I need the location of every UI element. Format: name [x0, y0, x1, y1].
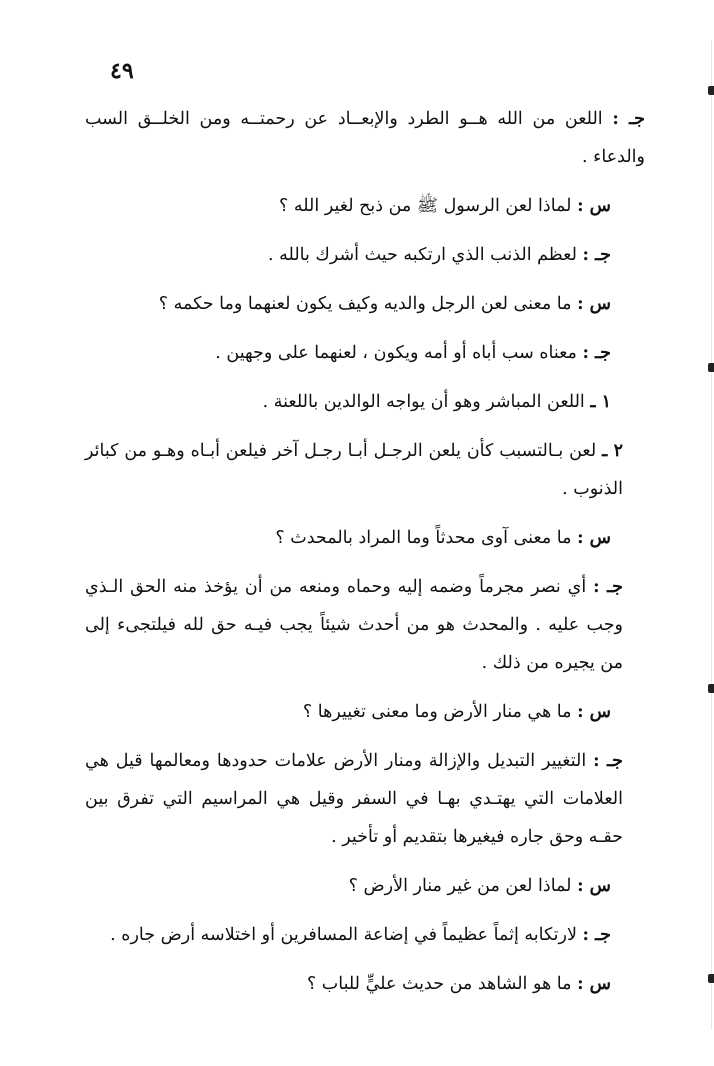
paragraph-text: أي نصر مجرماً وضمه إليه وحماه ومنعه من أن يؤخذ منه الحق الـذي وجب عليه . والمحدث هو من أحدث شيئاً يجب فيـه حق لله فيلتجىء إلى من يجيره من ذلك .: [85, 577, 623, 673]
list-item: [85, 432, 645, 508]
answer-paragraph: [85, 334, 645, 372]
list-number: ٢ ـ: [602, 441, 623, 461]
answer-marker: جـ :: [612, 109, 645, 129]
paragraph-text: لماذا لعن الرسول ﷺ من ذبح لغير الله ؟: [279, 196, 572, 216]
binding-mark: [708, 86, 714, 95]
binding-mark: [708, 363, 714, 372]
answer-paragraph: [85, 916, 645, 954]
question-paragraph: [85, 965, 645, 1003]
paragraph-text: لماذا لعن من غير منار الأرض ؟: [348, 876, 572, 896]
question-marker: س :: [577, 196, 611, 216]
binding-mark: [708, 684, 714, 693]
question-marker: س :: [577, 294, 611, 314]
binding-mark: [708, 974, 714, 983]
answer-marker: جـ :: [582, 925, 611, 945]
question-paragraph: [85, 519, 645, 557]
paragraph-text: التغيير التبديل والإزالة ومنار الأرض علامات حدودها ومعالمها قيل هي العلامات التي يهتـدي بهـا في السفر وقيل هي المراسيم التي تفرق بين حقـه وحق جاره فيغيرها بتقديم أو تأخير .: [85, 751, 623, 847]
paragraph-text: لارتكابه إثماً عظيماً في إضاعة المسافرين أو اختلاسه أرض جاره .: [110, 925, 577, 945]
paragraph-text: معناه سب أباه أو أمه ويكون ، لعنهما على وجهين .: [215, 343, 577, 363]
question-marker: س :: [577, 702, 611, 722]
question-paragraph: [85, 693, 645, 731]
paragraph-text: ما معنى لعن الرجل والديه وكيف يكون لعنهما وما حكمه ؟: [158, 294, 572, 314]
answer-marker: جـ :: [593, 751, 623, 771]
question-paragraph: [85, 187, 645, 225]
question-paragraph: [85, 285, 645, 323]
paragraph-text: لعظم الذنب الذي ارتكبه حيث أشرك بالله .: [268, 245, 577, 265]
paragraph-text: اللعن من الله هــو الطرد والإبعــاد عن رحمتــه ومن الخلــق السب والدعاء .: [85, 109, 645, 167]
answer-paragraph: [85, 236, 645, 274]
page-edge-shadow: [711, 40, 712, 1030]
list-number: ١ ـ: [590, 392, 611, 412]
answer-marker: جـ :: [582, 245, 611, 265]
paragraph-text: اللعن المباشر وهو أن يواجه الوالدين باللعنة .: [262, 392, 585, 412]
page-number: ٤٩: [110, 58, 134, 84]
paragraph-text: ما هي منار الأرض وما معنى تغييرها ؟: [302, 702, 572, 722]
answer-paragraph: [85, 100, 645, 176]
question-paragraph: [85, 867, 645, 905]
question-marker: س :: [577, 974, 611, 994]
answer-marker: جـ :: [582, 343, 611, 363]
list-item: [85, 383, 645, 421]
answer-marker: جـ :: [593, 577, 623, 597]
paragraph-text: ما هو الشاهد من حديث عليٍّ للباب ؟: [306, 974, 572, 994]
answer-paragraph: [85, 742, 645, 856]
question-marker: س :: [577, 876, 611, 896]
paragraph-text: ما معنى آوى محدثاً وما المراد بالمحدث ؟: [275, 528, 572, 548]
question-marker: س :: [577, 528, 611, 548]
page-body: [85, 100, 645, 1014]
paragraph-text: لعن بـالتسبب كأن يلعن الرجـل أبـا رجـل آخر فيلعن أبـاه وهـو من كبائر الذنوب .: [85, 441, 623, 499]
answer-paragraph: [85, 568, 645, 682]
